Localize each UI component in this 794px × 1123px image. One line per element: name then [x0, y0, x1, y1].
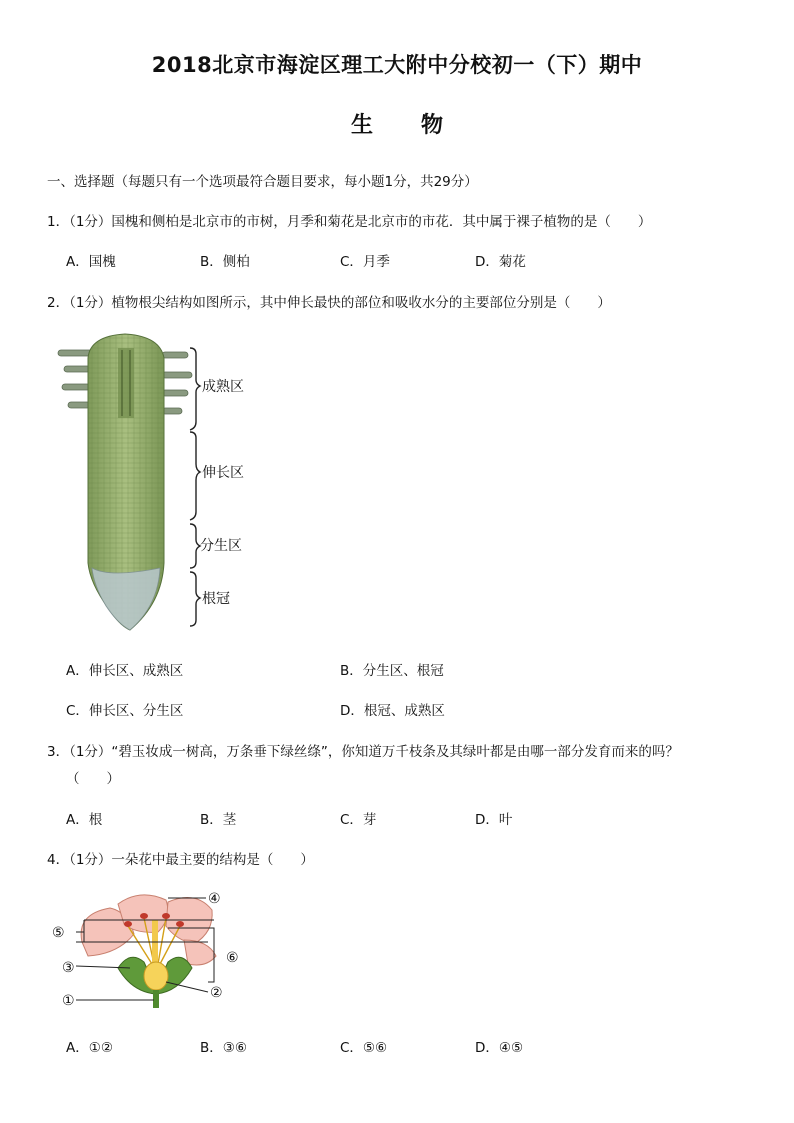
subject-char-2: 物 — [421, 113, 444, 138]
q3-option-b[interactable]: B．茎 — [200, 812, 237, 828]
label-4: ④ — [208, 891, 221, 907]
question-3-stem: 3．（1分）“碧玉妆成一树高，万条垂下绿丝绦”，你知道万千枝条及其绿叶都是由哪一部分发育而来的吗？ — [47, 744, 679, 760]
q3-option-a[interactable]: A．根 — [66, 812, 103, 828]
petals — [81, 895, 216, 965]
section-heading: 一、选择题（每题只有一个选项最符合题目要求，每小题1分，共29分） — [47, 174, 478, 190]
q1-option-a[interactable]: A．国槐 — [66, 254, 116, 270]
question-3-stem-cont: （ ） — [66, 771, 120, 787]
label-5: ⑤ — [52, 925, 65, 941]
q3-option-d[interactable]: D．叶 — [475, 812, 513, 828]
q4-option-b[interactable]: B．③⑥ — [200, 1040, 247, 1056]
subject-title — [0, 108, 794, 139]
q2-option-d[interactable]: D．根冠、成熟区 — [340, 703, 445, 719]
q1-option-d[interactable]: D．菊花 — [475, 254, 526, 270]
root-cap — [92, 568, 160, 630]
label-meristem-zone: 分生区 — [200, 538, 242, 554]
q4-option-a[interactable]: A．①② — [66, 1040, 113, 1056]
q1-option-c[interactable]: C．月季 — [340, 254, 390, 270]
label-6: ⑥ — [226, 950, 239, 966]
page-title: 2018北京市海淀区理工大附中分校初一（下）期中 — [151, 53, 643, 77]
q2-option-a[interactable]: A．伸长区、成熟区 — [66, 663, 184, 679]
region-braces — [190, 348, 200, 626]
ovary — [144, 962, 168, 990]
question-2-stem: 2．（1分）植物根尖结构如图所示，其中伸长最快的部位和吸收水分的主要部位分别是（ ） — [47, 295, 611, 311]
root-tip-figure — [50, 328, 260, 640]
question-1-stem: 1．（1分）国槐和侧柏是北京市的市树，月季和菊花是北京市的市花．其中属于裸子植物的是（ ） — [47, 214, 652, 230]
q4-option-c[interactable]: C．⑤⑥ — [340, 1040, 388, 1056]
subject-char-1: 生 — [350, 113, 373, 138]
flower-figure — [48, 884, 258, 1012]
q3-option-c[interactable]: C．芽 — [340, 812, 377, 828]
label-mature-zone: 成熟区 — [202, 379, 244, 395]
label-2: ② — [210, 985, 223, 1001]
label-3: ③ — [62, 960, 75, 976]
q2-option-b[interactable]: B．分生区、根冠 — [340, 663, 444, 679]
q2-option-c[interactable]: C．伸长区、分生区 — [66, 703, 184, 719]
q4-option-d[interactable]: D．④⑤ — [475, 1040, 524, 1056]
label-root-cap: 根冠 — [202, 591, 230, 607]
question-4-stem: 4．（1分）一朵花中最主要的结构是（ ） — [47, 852, 314, 868]
label-1: ① — [62, 993, 75, 1009]
q1-option-b[interactable]: B．侧柏 — [200, 254, 250, 270]
label-elongation-zone: 伸长区 — [202, 465, 244, 481]
